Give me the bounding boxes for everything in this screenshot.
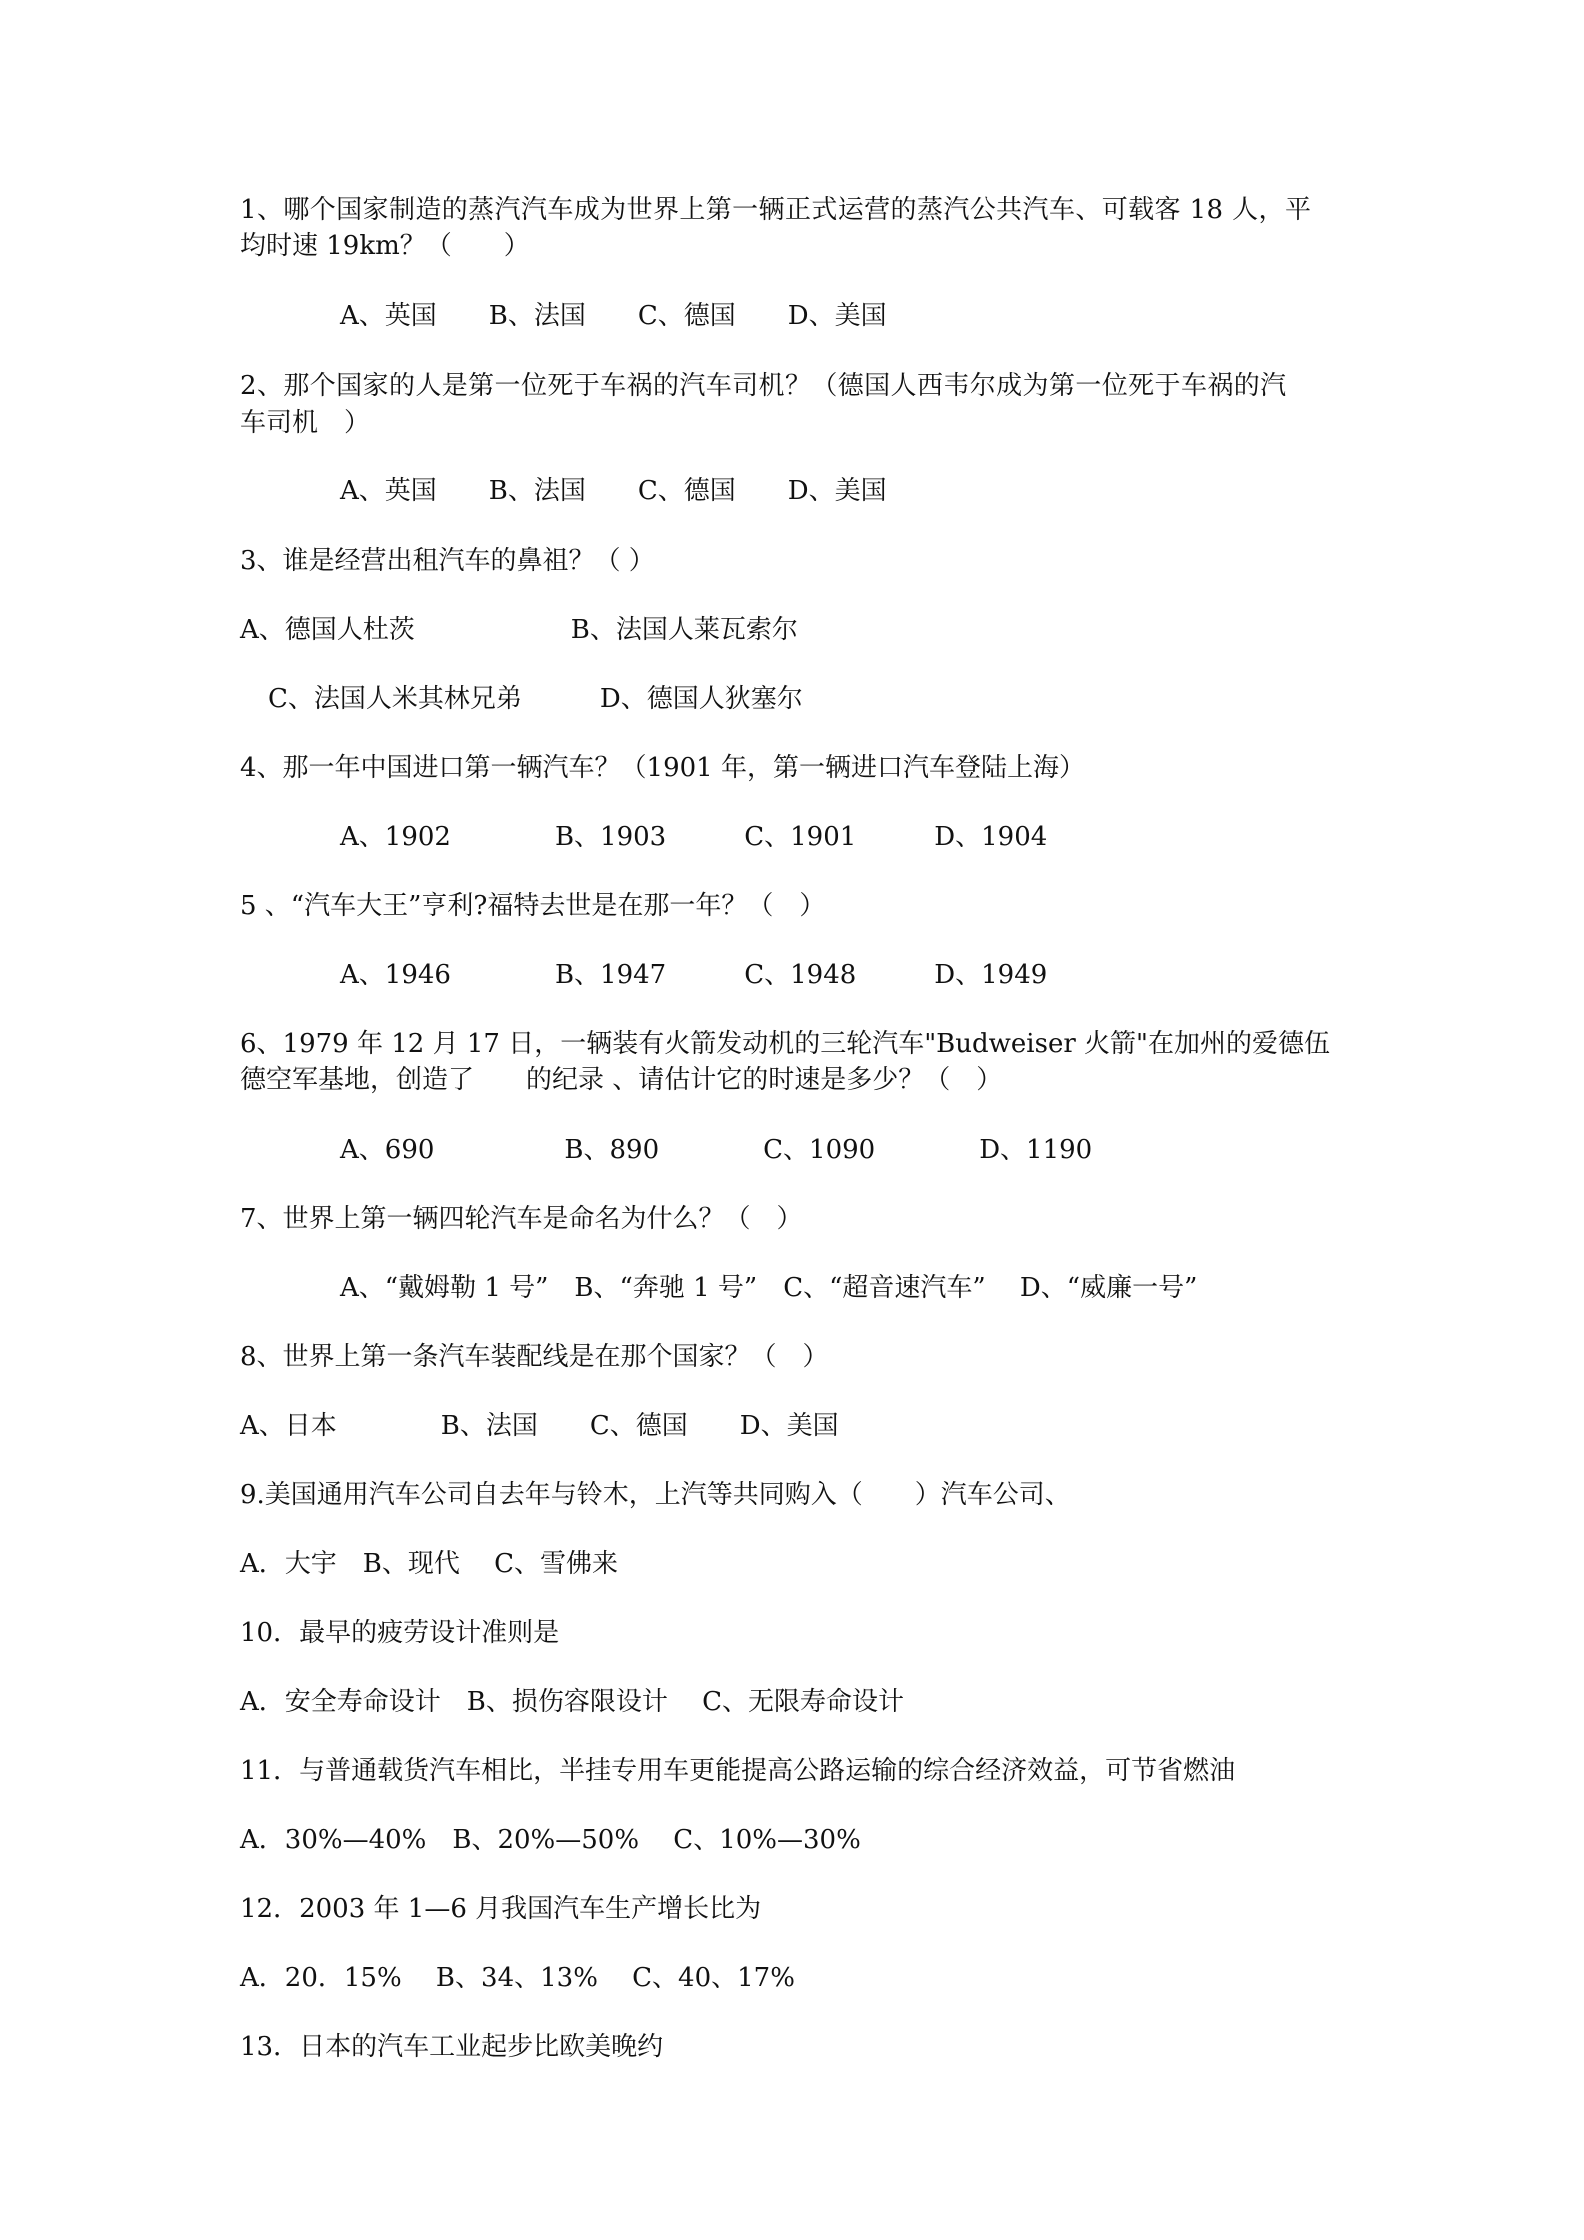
question-5-text: 5 、“汽车大王”亨利?福特去世是在那一年？（ ） — [240, 891, 826, 921]
question-3-options-row-2: C、法国人米其林兄弟 D、德国人狄塞尔 — [268, 684, 803, 714]
question-10-options: A．安全寿命设计 B、损伤容限设计 C、无限寿命设计 — [240, 1687, 905, 1717]
question-2-text-cont: 车司机 ） — [240, 408, 371, 438]
question-3-text: 3、谁是经营出租汽车的鼻祖？（ ） — [240, 546, 655, 576]
question-8-text: 8、世界上第一条汽车装配线是在那个国家？（ ） — [240, 1342, 829, 1372]
question-12-text: 12．2003 年 1—6 月我国汽车生产增长比为 — [240, 1894, 762, 1924]
question-1-options: A、英国 B、法国 C、德国 D、美国 — [340, 301, 887, 331]
question-9-text: 9.美国通用汽车公司自去年与铃木，上汽等共同购入（ ）汽车公司、 — [240, 1480, 1071, 1510]
question-8-options: A、日本 B、法国 C、德国 D、美国 — [240, 1411, 839, 1441]
question-6-options: A、690 B、890 C、1090 D、1190 — [340, 1135, 1093, 1165]
question-6-text: 6、1979 年 12 月 17 日，一辆装有火箭发动机的三轮汽车"Budweiser 火箭"在加州的爱德伍 — [240, 1029, 1330, 1059]
question-1-text: 1、哪个国家制造的蒸汽汽车成为世界上第一辆正式运营的蒸汽公共汽车、可载客 18 人，平 — [240, 195, 1312, 225]
question-6-text-cont: 德空军基地，创造了 的纪录 、请估计它的时速是多少？（ ） — [240, 1065, 1003, 1095]
question-1-text-cont: 均时速 19km？（ ） — [240, 231, 530, 261]
question-3-options-row-1: A、德国人杜茨 B、法国人莱瓦索尔 — [240, 615, 798, 645]
question-7-options: A、“戴姆勒 1 号” B、“奔驰 1 号” C、“超音速汽车” D、“威廉一号” — [340, 1273, 1198, 1303]
question-10-text: 10．最早的疲劳设计准则是 — [240, 1618, 560, 1648]
question-2-text: 2、那个国家的人是第一位死于车祸的汽车司机？（德国人西韦尔成为第一位死于车祸的汽 — [240, 371, 1287, 401]
question-7-text: 7、世界上第一辆四轮汽车是命名为什么？（ ） — [240, 1204, 803, 1234]
question-11-options: A．30%—40% B、20%—50% C、10%—30% — [240, 1825, 861, 1855]
question-11-text: 11．与普通载货汽车相比，半挂专用车更能提高公路运输的综合经济效益，可节省燃油 — [240, 1756, 1236, 1786]
question-4-text: 4、那一年中国进口第一辆汽车？（1901 年，第一辆进口汽车登陆上海） — [240, 753, 1085, 783]
question-2-options: A、英国 B、法国 C、德国 D、美国 — [340, 476, 887, 506]
question-9-options: A．大宇 B、现代 C、雪佛来 — [240, 1549, 619, 1579]
question-5-options: A、1946 B、1947 C、1948 D、1949 — [340, 960, 1048, 990]
question-4-options: A、1902 B、1903 C、1901 D、1904 — [340, 822, 1048, 852]
question-13-text: 13．日本的汽车工业起步比欧美晚约 — [240, 2032, 664, 2062]
question-12-options: A．20．15% B、34、13% C、40、17% — [240, 1963, 795, 1993]
